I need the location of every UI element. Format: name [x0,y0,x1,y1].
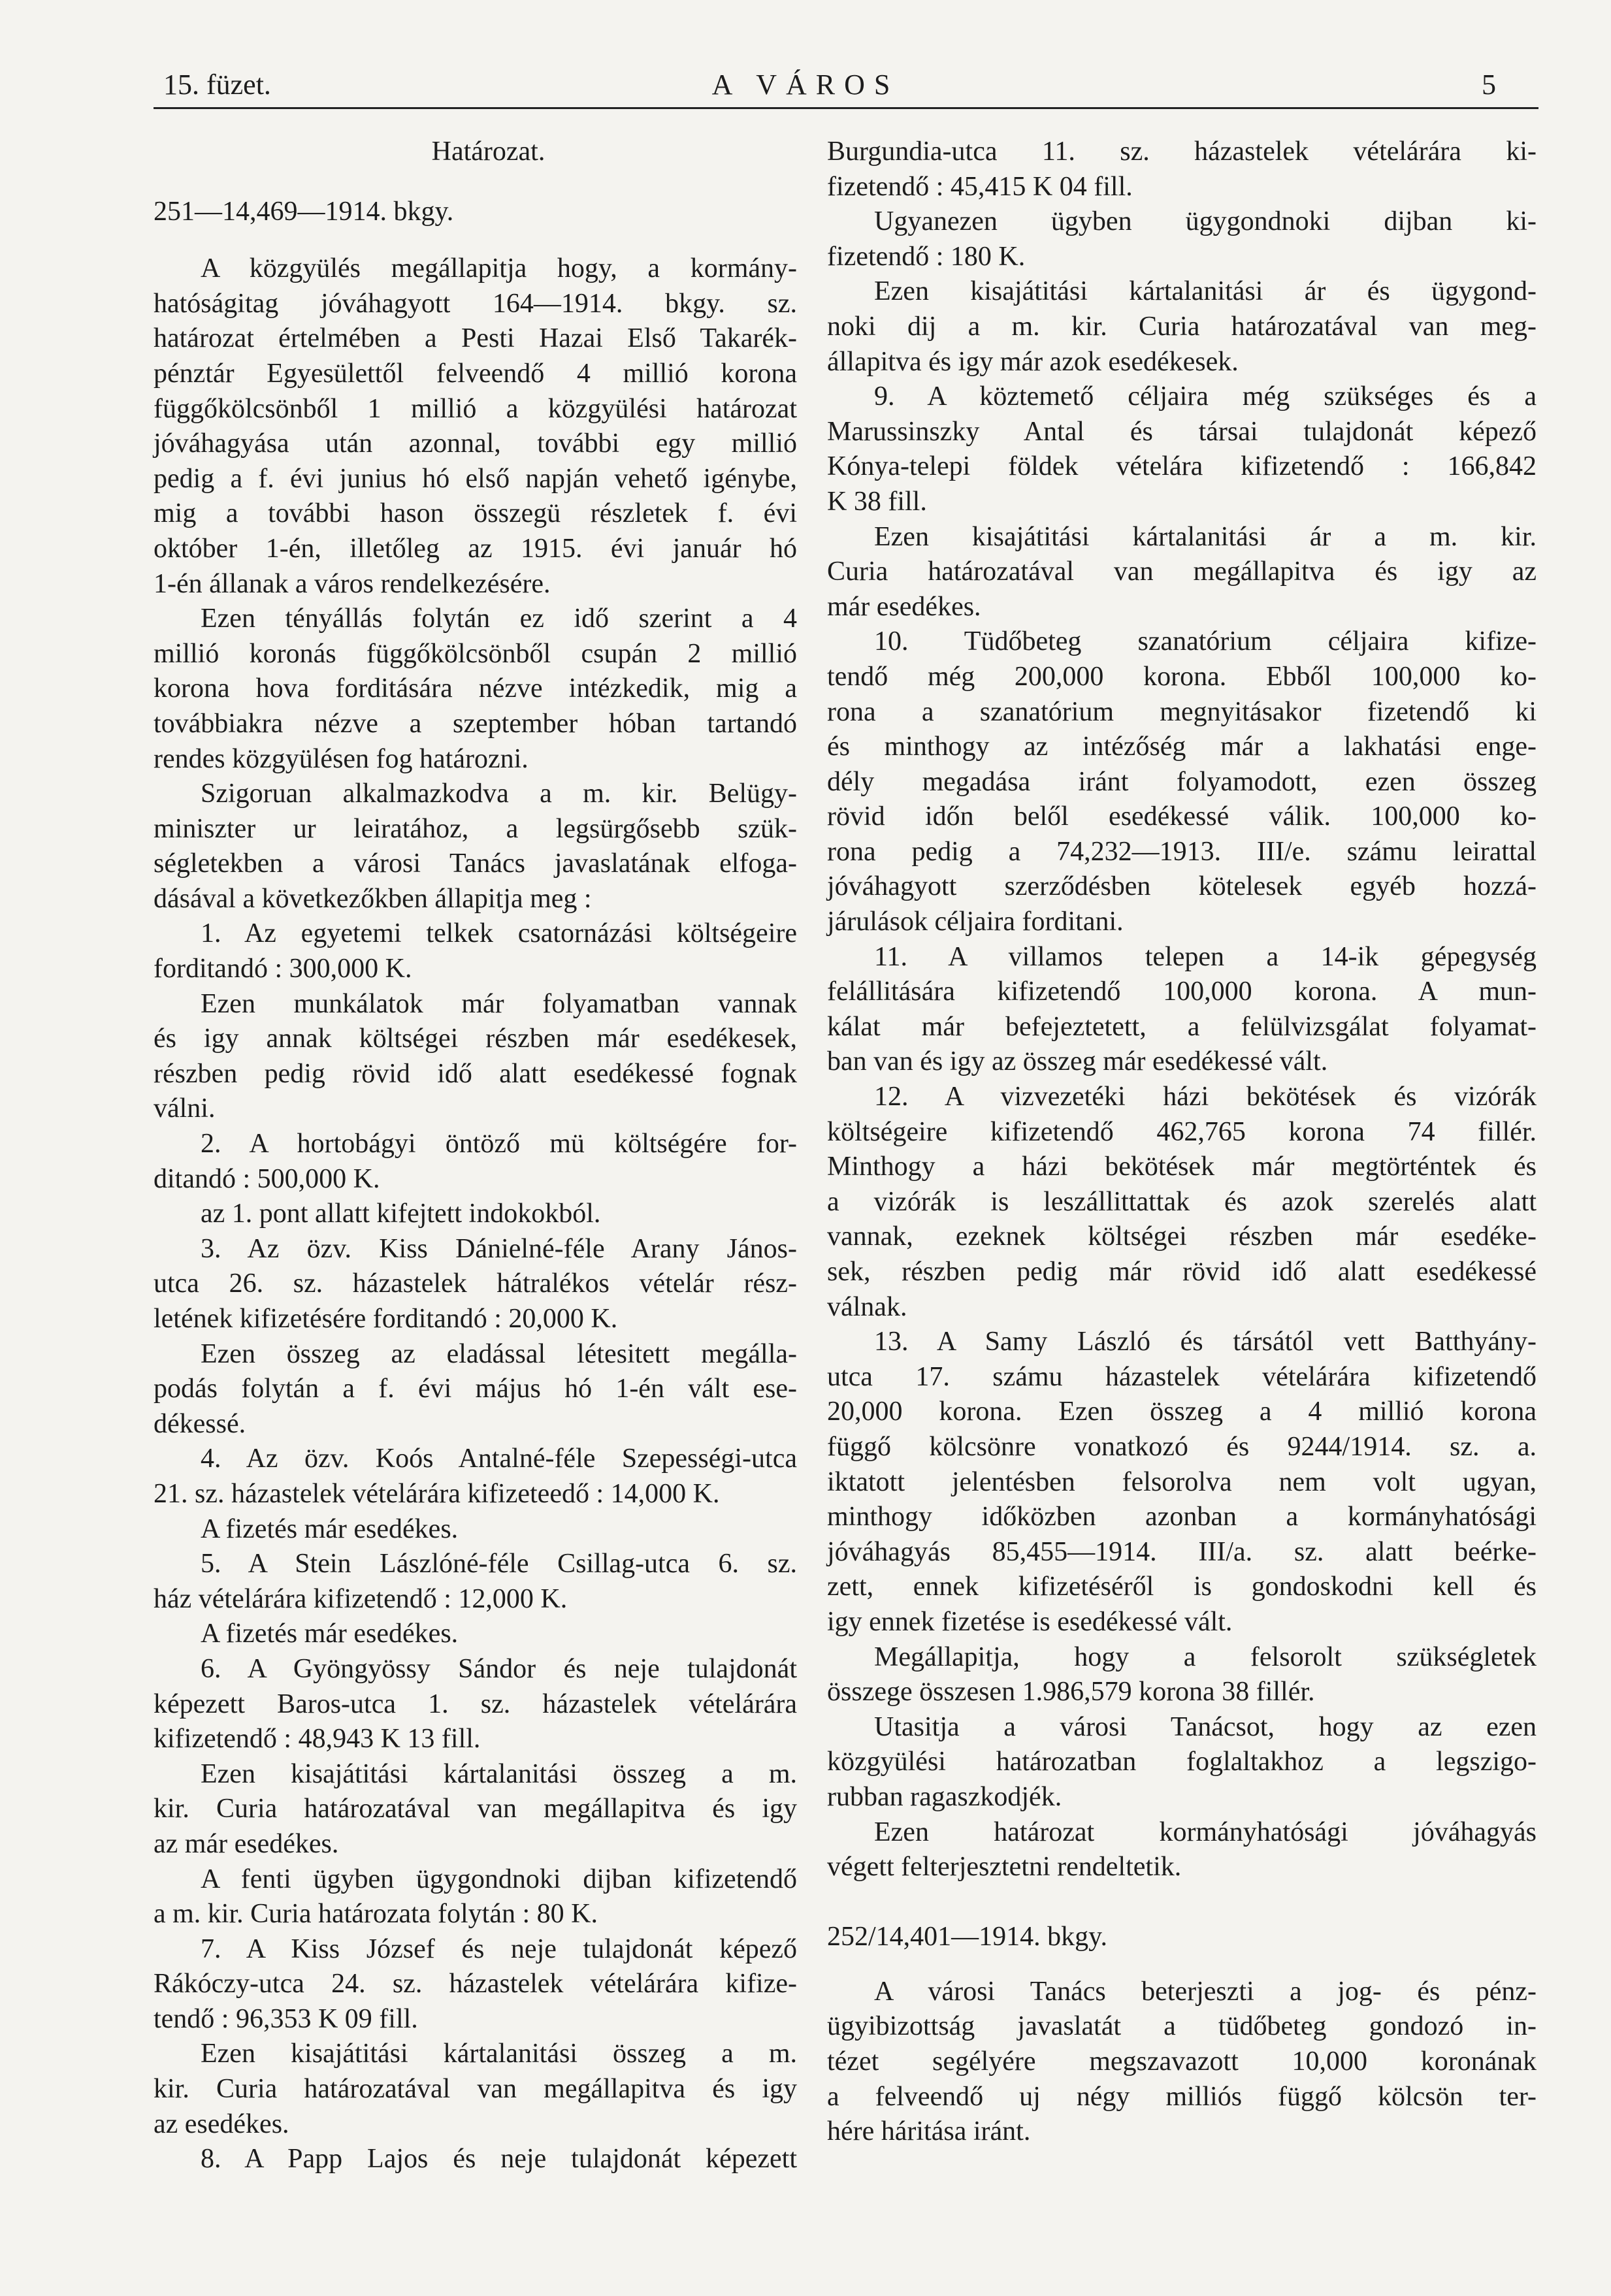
text-line: függőkölcsönből 1 millió a közgyülési határozat [154,393,797,424]
text-line: sek, részben pedig már rövid idő alatt esedékessé [827,1257,1537,1287]
text-line: a felveendő uj négy milliós függő kölcsön ter- [827,2081,1537,2112]
text-line: A fizetés már esedékes. [201,1619,459,1649]
text-line: a vizórák is leszállittattak és azok szerelés alatt [827,1186,1537,1217]
text-line: 8. A Papp Lajos és neje tulajdonát képezett [201,2144,797,2175]
paragraph [154,1232,797,1337]
text-line: 6. A Gyöngyössy Sándor és neje tulajdonát [201,1653,797,1684]
text-line: ditandó : 500,000 K. [154,1163,380,1194]
text-line: tendő : 96,353 K 09 fill. [154,2003,418,2034]
text-line: továbbiakra nézve a szeptember hóban tartandó [154,708,797,739]
text-line: már esedékes. [827,591,981,622]
text-line: A közgyülés megállapitja hogy, a kormány- [201,253,797,284]
running-title: A VÁROS [711,69,900,101]
text-line: tendő még 200,000 korona. Ebből 100,000 ko- [827,661,1537,692]
text-line: Ezen kisajátitási kártalanitási ár és ügygond- [874,276,1537,307]
text-line: rubban ragaszkodjék. [827,1781,1062,1812]
text-line: az 1. pont allatt kifejtett indokokból. [201,1199,601,1229]
text-line: ban van és igy az összeg már esedékessé vált. [827,1046,1328,1077]
text-line: Rákóczy-utca 24. sz. házastelek vételárára kifize- [154,1969,797,1999]
text-line: az már esedékes. [154,1828,339,1859]
text-line: vannak, ezeknek költségei részben már esedéke- [827,1221,1537,1252]
text-line: letének kifizetésére forditandó : 20,000 K. [154,1304,618,1334]
text-line: 20,000 korona. Ezen összeg a 4 millió korona [827,1397,1537,1427]
paragraph [154,1547,797,1617]
text-line: Ezen munkálatok már folyamatban vannak [201,988,797,1019]
text-line: határozat értelmében a Pesti Hazai Első Takarék- [154,323,797,354]
text-line: 4. Az özv. Koós Antalné-féle Szepességi-utca [201,1444,797,1474]
text-line: dély megadása iránt folyamodott, ezen összeg [827,766,1537,797]
text-line: Marussinszky Antal és társai tulajdonát képező [827,416,1537,447]
text-line: és igy annak költségei részben már esedékesek, [154,1024,797,1054]
text-line: minthogy időközben azonban a kormányhatósági [827,1502,1537,1532]
right-column [827,135,1537,2150]
text-line: Ezen tényállás folytán ez idő szerint a 4 [201,604,797,634]
paragraph [154,251,797,602]
text-line: 2. A hortobágyi öntöző mü költségére for- [201,1129,797,1159]
text-line: fizetendő : 45,415 K 04 fill. [827,171,1133,202]
paragraph [154,1337,797,1442]
paragraph [827,624,1537,939]
text-line: 12. A vizvezetéki házi bekötések és vizórák [874,1082,1537,1112]
text-line: és minthogy az intézőség már a lakhatási enge- [827,732,1537,762]
text-line: 10. Tüdőbeteg szanatórium céljaira kifize- [874,626,1537,657]
text-line: válnak. [827,1291,907,1322]
text-line: kir. Curia határozatával van megállapitva és igy [154,2074,797,2105]
text-line: hére háritása iránt. [827,2116,1031,2147]
paragraph [154,1127,797,1197]
text-line: október 1-én, illetőleg az 1915. évi január hó [154,533,797,564]
left-body [154,251,797,2177]
text-line: Kónya-telepi földek vételára kifizetendő : 166,842 [827,451,1537,482]
text-line: Ezen kisajátitási kártalanitási összeg a m. [201,2039,797,2069]
paragraph [827,940,1537,1080]
text-line: dékessé. [154,1408,246,1439]
text-line: kir. Curia határozatával van megállapitva és igy [154,1794,797,1824]
text-line: járulások céljaira forditani. [827,907,1124,937]
paragraph [154,1652,797,1757]
text-line: rövid időn belől esedékessé válik. 100,000 ko- [827,801,1537,832]
text-line: utca 17. számu házastelek vételárára kifizetendő [827,1361,1537,1392]
paragraph [154,777,797,916]
text-line: ház vételárára kifizetendő : 12,000 K. [154,1583,568,1614]
text-line: mig a további hason összegü részletek f. évi [154,498,797,529]
text-line: 11. A villamos telepen a 14-ik gépegység [874,941,1537,972]
text-line: Minthogy a házi bekötések már megtörténtek és [827,1152,1537,1182]
paragraph [827,274,1537,380]
resolution-reference: 251—14,469—1914. bkgy. [154,196,454,227]
paragraph [154,987,797,1127]
text-line: 1-én állanak a város rendelkezésére. [154,568,551,599]
text-line: 13. A Samy László és társától vett Batthyány- [874,1327,1537,1357]
paragraph [154,916,797,986]
paragraph [154,1757,797,1862]
paragraph [827,1815,1537,1885]
text-line: A városi Tanács beterjeszti a jog- és pénz- [874,1976,1537,2007]
text-line: pedig a f. évi junius hó első napján vehető igénybe, [154,463,797,494]
text-line: állapitva és igy már azok esedékesek. [827,346,1239,377]
text-line: 1. Az egyetemi telkek csatornázási költségeire [201,918,797,949]
text-line: a m. kir. Curia határozata folytán : 80 K. [154,1899,598,1930]
paragraph [154,1862,797,1932]
paragraph [154,2142,797,2177]
paragraph [827,135,1537,204]
text-line: rona pedig a 74,232—1913. III/e. számu leirattal [827,836,1537,867]
paragraph [154,2037,797,2142]
right-body-2 [827,1975,1537,2150]
text-line: millió koronás függőkölcsönből csupán 2 millió [154,638,797,669]
text-line: A fenti ügyben ügygondnoki dijban kifizetendő [201,1864,797,1894]
text-line: zett, ennek kifizetéséről is gondoskodni kell és [827,1572,1537,1602]
text-line: 5. A Stein Lászlóné-féle Csillag-utca 6. sz. [201,1549,797,1579]
text-line: Ezen kisajátitási kártalanitási ár a m. kir. [874,521,1537,552]
text-line: költségeire kifizetendő 462,765 korona 74 fillér. [827,1116,1537,1147]
resolution-reference: 252/14,401—1914. bkgy. [827,1922,1107,1952]
text-line: Burgundia-utca 11. sz. házastelek vételárára ki- [827,137,1537,167]
paragraph [154,1442,797,1512]
text-line: kálat már befejeztetett, a felülvizsgálat folyamat- [827,1011,1537,1042]
text-line: válni. [154,1093,216,1124]
paragraph [827,1325,1537,1640]
text-line: részben pedig rövid idő alatt esedékessé fognak [154,1058,797,1089]
paragraph [827,520,1537,625]
text-line: kifizetendő : 48,943 K 13 fill. [154,1724,481,1754]
text-line: tézet segélyére megszavazott 10,000 koronának [827,2046,1537,2077]
text-line: Ezen összeg az eladással létesitett megálla- [201,1338,797,1369]
text-line: felállitására kifizetendő 100,000 korona. A mun- [827,977,1537,1007]
right-body [827,135,1537,1885]
paragraph [154,1197,797,1232]
text-line: összege összesen 1.986,579 korona 38 fillér. [827,1677,1315,1707]
text-line: az esedékes. [154,2109,289,2139]
text-line: közgyülési határozatban foglaltakhoz a legszigo- [827,1747,1537,1777]
text-line: miniszter ur leiratához, a legsürgősebb szük- [154,813,797,844]
issue-number: 15. füzet. [163,69,271,101]
text-line: iktatott jelentésben felsorolva nem volt ugyan, [827,1466,1537,1497]
text-line: rendes közgyülésen fog határozni. [154,743,529,774]
text-line: jóváhagyása után azonnal, további egy millió [154,428,797,459]
text-line: Ezen határozat kormányhatósági jóváhagyás [874,1817,1537,1847]
text-line: jóváhagyás 85,455—1914. III/a. sz. alatt beérke- [827,1536,1537,1567]
text-line: 3. Az özv. Kiss Dánielné-féle Arany János- [201,1233,797,1264]
text-line: igy ennek fizetése is esedékessé vált. [827,1606,1233,1637]
paragraph [154,1932,797,2037]
paragraph [827,1640,1537,1710]
text-line: függő kölcsönre vonatkozó és 9244/1914. sz. a. [827,1431,1537,1462]
paragraph [827,204,1537,274]
paragraph [154,602,797,777]
text-line: fizetendő : 180 K. [827,241,1026,272]
text-line: forditandó : 300,000 K. [154,954,412,984]
text-line: végett felterjesztetni rendeltetik. [827,1852,1182,1883]
paragraph [827,1710,1537,1815]
text-line: ügyibizottság javaslatát a tüdőbeteg gondozó in- [827,2011,1537,2042]
text-line: 21. sz. házastelek vételárára kifizeteedő : 14,000 K. [154,1478,720,1509]
text-line: 7. A Kiss József és neje tulajdonát képező [201,1933,797,1964]
paragraph [827,1975,1537,2150]
text-line: rona a szanatórium megnyitásakor fizetendő ki [827,696,1537,727]
text-line: ségletekben a városi Tanács javaslatának elfoga- [154,849,797,879]
text-line: Curia határozatával van megállapitva és igy az [827,557,1537,587]
paragraph [827,380,1537,519]
text-line: Ezen kisajátitási kártalanitási összeg a m. [201,1758,797,1789]
section-heading: Határozat. [431,137,545,167]
text-line: Megállapitja, hogy a felsorolt szükségletek [874,1641,1537,1672]
text-line: utca 26. sz. házastelek hátralékos vételár rész- [154,1269,797,1299]
text-line: Utasitja a városi Tanácsot, hogy az ezen [874,1711,1537,1742]
paragraph [154,1512,797,1547]
text-line: pénztár Egyesülettől felveendő 4 millió korona [154,358,797,389]
text-line: jóváhagyott szerződésben kötelesek egyéb hozzá- [827,871,1537,902]
paragraph [154,1617,797,1652]
text-line: Ugyanezen ügyben ügygondnoki dijban ki- [874,206,1537,237]
text-line: A fizetés már esedékes. [201,1513,459,1544]
page-number: 5 [1482,69,1496,101]
text-line: K 38 fill. [827,486,927,517]
header-rule [154,107,1538,109]
text-line: noki dij a m. kir. Curia határozatával van meg- [827,311,1537,342]
paragraph [827,1080,1537,1325]
left-column [154,135,797,2177]
text-line: Szigoruan alkalmazkodva a m. kir. Belügy- [201,779,797,809]
text-line: képezett Baros-utca 1. sz. házastelek vételárára [154,1689,797,1719]
text-line: hatóságitag jóváhagyott 164—1914. bkgy. sz. [154,288,797,319]
text-line: podás folytán a f. évi május hó 1-én vált ese- [154,1374,797,1404]
text-line: 9. A köztemető céljaira még szükséges és a [874,381,1537,412]
text-line: korona hova forditására nézve intézkedik, mig a [154,673,797,704]
text-line: dásával a következőkben állapitja meg : [154,883,592,914]
